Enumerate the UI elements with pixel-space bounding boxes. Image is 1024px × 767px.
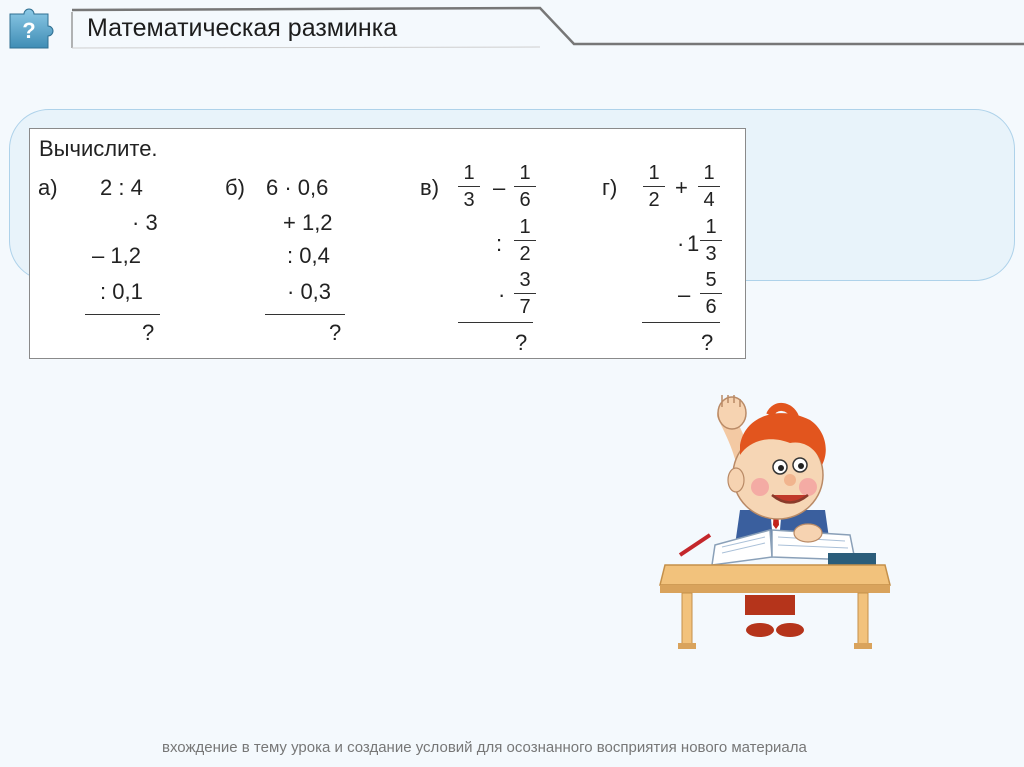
column-c-result: ? <box>515 330 528 355</box>
column-d-rule <box>642 322 720 323</box>
column-c-step-fraction: 1 2 <box>514 217 536 264</box>
column-d-fraction: 1 4 <box>698 163 720 210</box>
column-c-operator: – <box>493 175 506 200</box>
column-c-fraction: 1 6 <box>514 163 536 210</box>
column-a-label: а) <box>38 175 58 200</box>
column-c-fraction: 1 3 <box>458 163 480 210</box>
column-b-step: · 0,3 <box>287 279 332 304</box>
column-d-step-operator: · <box>677 231 685 256</box>
column-c-step-operator: : <box>496 231 503 256</box>
column-b-start: 6 · 0,6 <box>266 175 329 200</box>
column-d-operator: + <box>675 175 688 200</box>
column-b-step: : 0,4 <box>287 243 330 268</box>
column-a-step: · 3 <box>132 210 158 235</box>
column-b-rule <box>265 314 345 315</box>
footer-caption: вхождение в тему урока и создание условий для осознанного восприятия нового материала <box>162 739 807 756</box>
column-b-step: + 1,2 <box>283 210 333 235</box>
column-d-step-fraction: 5 6 <box>700 270 722 317</box>
column-a-rule <box>85 314 160 315</box>
column-d-fraction: 1 2 <box>643 163 665 210</box>
column-c-rule <box>458 322 533 323</box>
column-d-step-whole: 1 <box>687 231 700 256</box>
puzzle-help-icon[interactable] <box>7 8 57 52</box>
column-d-label: г) <box>602 175 618 200</box>
column-a-result: ? <box>142 320 155 345</box>
exercise-heading: Вычислите. <box>39 136 158 161</box>
column-d-step-fraction: 1 3 <box>700 217 722 264</box>
column-d-step-operator: – <box>678 282 691 307</box>
column-b-label: б) <box>225 175 245 200</box>
column-a-step: – 1,2 <box>92 243 141 268</box>
column-a-step: : 0,1 <box>100 279 143 304</box>
column-a-start: 2 : 4 <box>100 175 143 200</box>
page-title: Математическая разминка <box>87 14 398 42</box>
boy-at-desk-icon <box>650 395 895 655</box>
exercise-card <box>29 128 746 359</box>
column-d-result: ? <box>701 330 714 355</box>
column-c-step-operator: · <box>498 282 506 307</box>
help-question-mark: ? <box>22 18 36 43</box>
column-c-label: в) <box>420 175 440 200</box>
column-b-result: ? <box>329 320 342 345</box>
column-c-step-fraction: 3 7 <box>514 270 536 317</box>
